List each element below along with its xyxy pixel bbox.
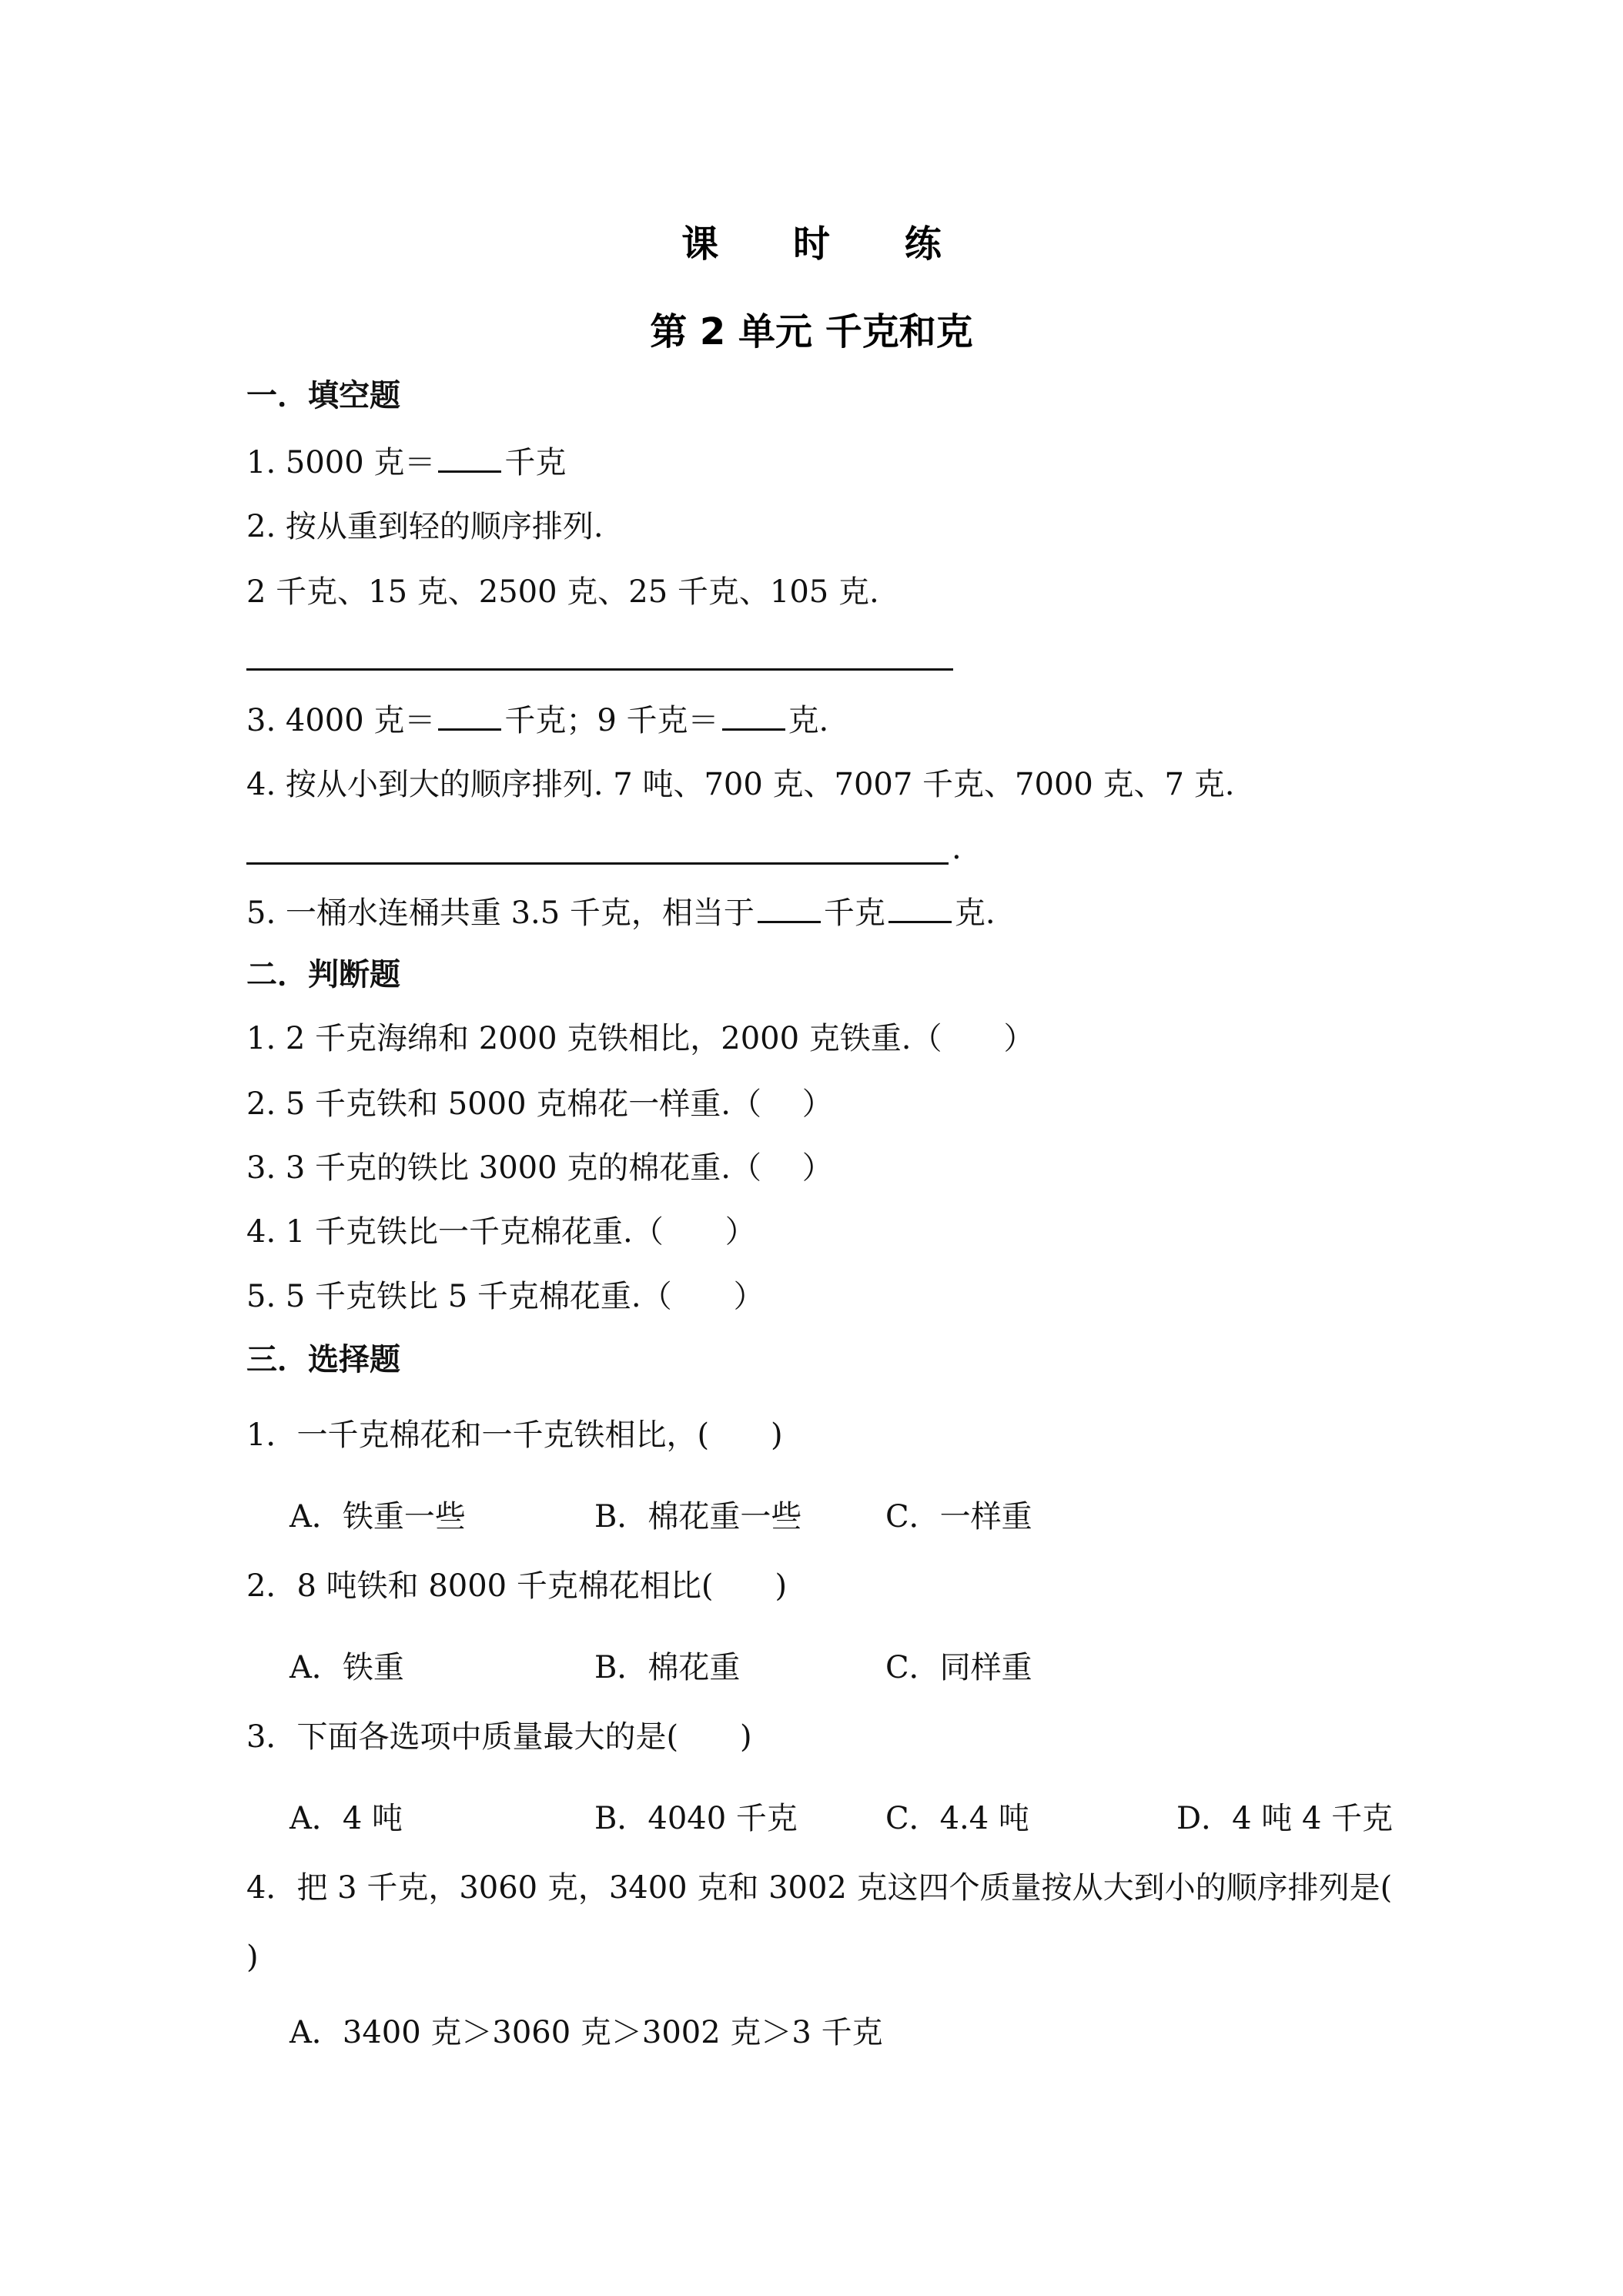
fill-question-3 [246,701,828,739]
fill-q1-unit: 千克 [504,445,567,480]
fill-q5-text: 5. 一桶水连桶共重 3.5 千克，相当于 [246,895,755,931]
choice-q1-option-c[interactable]: C．一样重 [885,1499,1032,1535]
judge-question-5: 5. 5 千克铁比 5 千克棉花重.（ ） [246,1279,765,1314]
fill-q5-blank-1[interactable] [758,893,821,923]
choice-question-4: 4．把 3 千克，3060 克，3400 克和 3002 克这四个质量按从大到小的顺序排列是( [246,1870,1393,1906]
section-choice-heading: 三．选择题 [246,1342,400,1377]
fill-q5-mid: 千克 [823,895,885,931]
choice-question-2: 2．8 吨铁和 8000 千克棉花相比( ) [246,1568,788,1604]
choice-q1-option-b[interactable]: B．棉花重一些 [594,1499,802,1535]
choice-q4-option-a[interactable]: A．3400 克＞3060 克＞3002 克＞3 千克 [289,2015,883,2050]
fill-q3-text: 3. 4000 克＝ [246,703,436,738]
fill-question-5 [246,893,996,932]
fill-question-2: 2. 按从重到轻的顺序排列. [246,509,604,544]
fill-question-1 [246,443,566,481]
fill-q3-blank-2[interactable] [722,701,785,731]
page-title: 课 时 练 [681,223,972,266]
fill-q4-period: . [952,831,962,866]
choice-q1-option-a[interactable]: A．铁重一些 [289,1499,466,1535]
fill-q3-blank-1[interactable] [438,701,501,731]
choice-question-4-cont: ) [246,1940,259,1975]
fill-q4-answer-line[interactable] [246,862,949,865]
choice-question-3: 3．下面各选项中质量最大的是( ) [246,1719,752,1755]
fill-q1-text: 1. 5000 克＝ [246,445,436,480]
choice-q3-option-c[interactable]: C．4.4 吨 [885,1801,1029,1836]
fill-question-4: 4. 按从小到大的顺序排列. 7 吨、700 克、7007 千克、7000 克、7 克. [246,767,1235,802]
judge-question-4: 4. 1 千克铁比一千克棉花重.（ ） [246,1214,756,1250]
choice-q3-option-a[interactable]: A．4 吨 [289,1801,403,1836]
fill-q2-answer-line[interactable] [246,668,953,671]
choice-q3-option-d[interactable]: D．4 吨 4 千克 [1176,1801,1394,1836]
judge-question-3: 3. 3 千克的铁比 3000 克的棉花重.（ ） [246,1150,833,1186]
choice-question-1: 1．一千克棉花和一千克铁相比，( ) [246,1417,783,1453]
fill-q3-mid: 千克；9 千克＝ [504,703,719,738]
fill-q5-unit: 克. [954,895,996,931]
page-subtitle: 第 2 单元 千克和克 [650,310,973,353]
fill-question-2-items: 2 千克、15 克、2500 克、25 千克、105 克. [246,574,879,610]
judge-question-2: 2. 5 千克铁和 5000 克棉花一样重.（ ） [246,1086,833,1122]
judge-question-1: 1. 2 千克海绵和 2000 克铁相比，2000 克铁重.（ ） [246,1021,1035,1056]
section-fill-heading: 一．填空题 [246,378,400,413]
fill-q3-unit: 克. [788,703,829,738]
section-judge-heading: 二．判断题 [246,957,400,992]
choice-q2-option-b[interactable]: B．棉花重 [594,1650,741,1685]
fill-q5-blank-2[interactable] [888,893,952,923]
choice-q2-option-a[interactable]: A．铁重 [289,1650,404,1685]
fill-q1-blank[interactable] [438,443,501,473]
choice-q2-option-c[interactable]: C．同样重 [885,1650,1032,1685]
choice-q3-option-b[interactable]: B．4040 千克 [594,1801,798,1836]
